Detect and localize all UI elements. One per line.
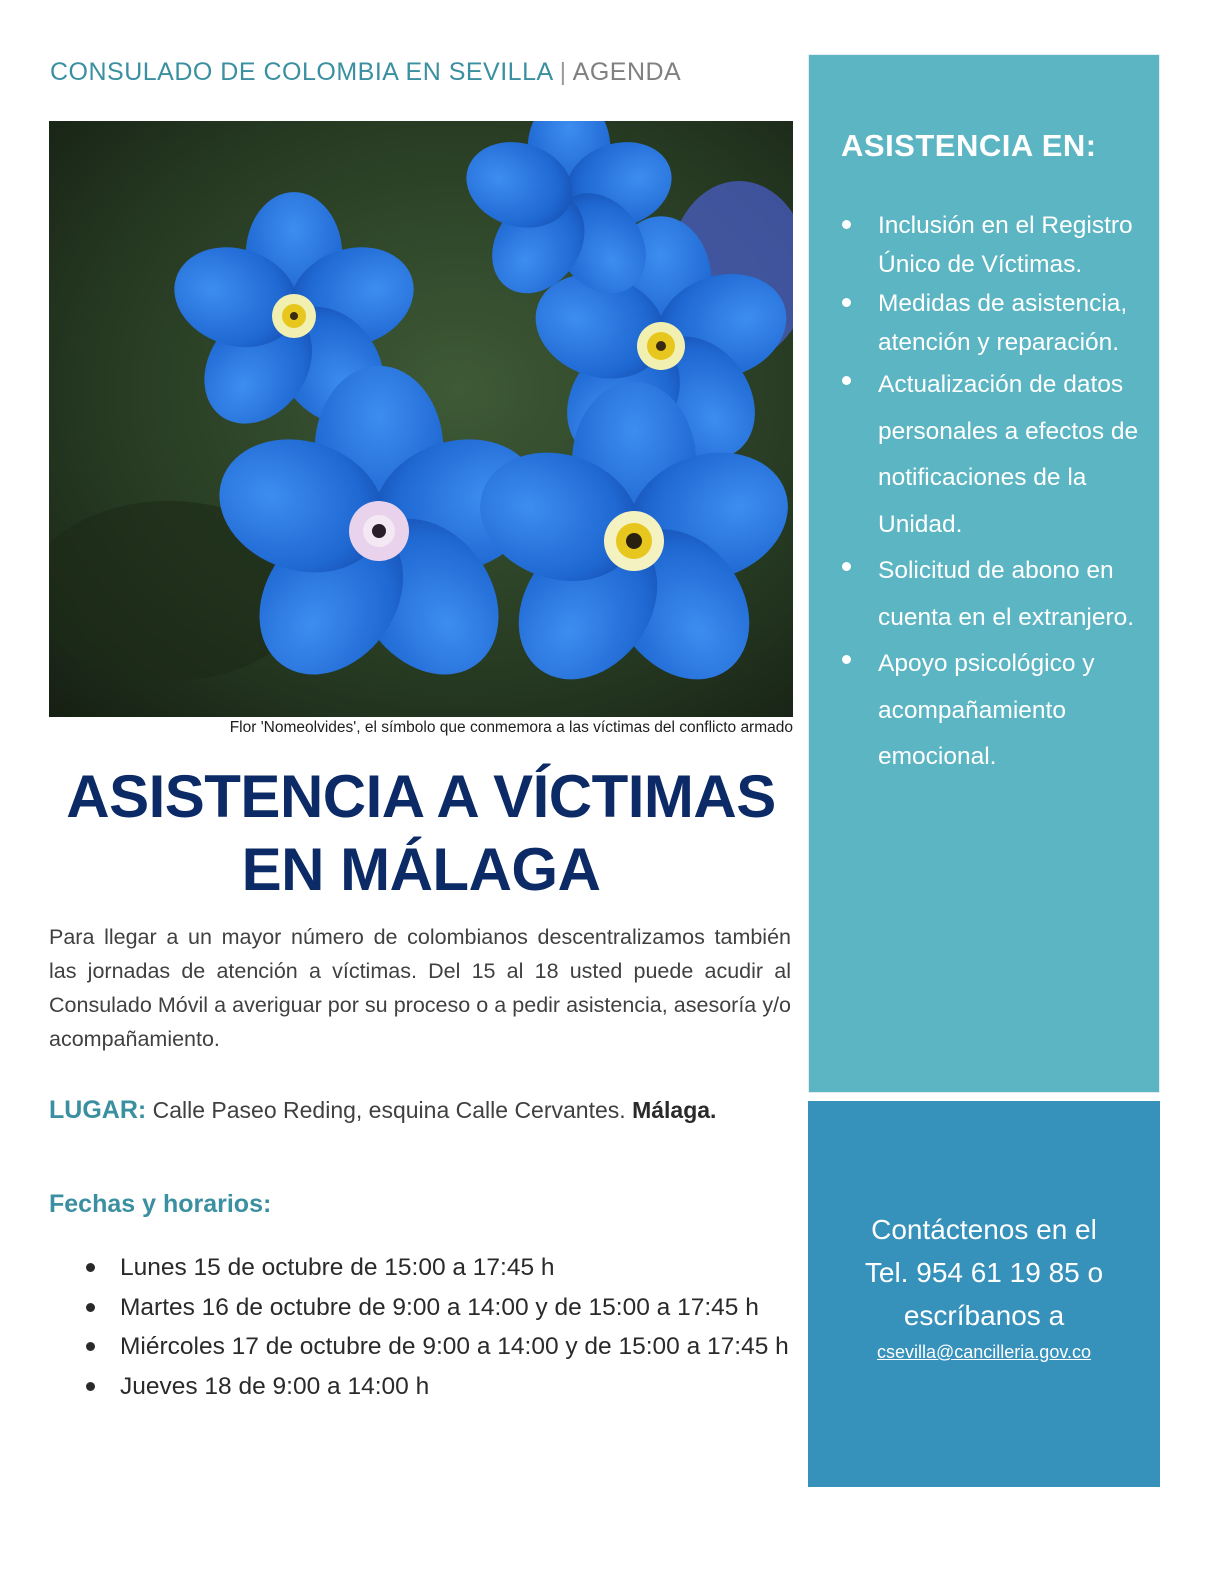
schedule-item: Miércoles 17 de octubre de 9:00 a 14:00 y de 15:00 a 17:45 h [120, 1327, 800, 1367]
schedule-item: Lunes 15 de octubre de 15:00 a 17:45 h [120, 1248, 800, 1288]
location-address: Calle Paseo Reding, esquina Calle Cervantes. [152, 1097, 626, 1123]
contact-text [808, 1208, 1160, 1337]
services-list [878, 206, 1153, 781]
schedule-list [120, 1248, 800, 1406]
photo-caption: Flor 'Nomeolvides', el símbolo que conmemora a las víctimas del conflicto armado [229, 719, 793, 736]
page-header [50, 58, 681, 87]
services-heading: ASISTENCIA EN: [841, 128, 1097, 163]
location-label: LUGAR: [49, 1096, 147, 1124]
schedule-item: Jueves 18 de 9:00 a 14:00 h [120, 1367, 800, 1407]
title-line-1: ASISTENCIA A VÍCTIMAS [66, 763, 776, 830]
service-item: Apoyo psicológico y acompañamiento emocional. [878, 641, 1153, 781]
service-item: Actualización de datos personales a efectos de notificaciones de la Unidad. [878, 362, 1153, 548]
contact-line: escríbanos a [903, 1300, 1065, 1331]
contact-line: Contáctenos en el [871, 1214, 1097, 1245]
location-block [49, 1092, 791, 1128]
contact-email-link[interactable]: csevilla@cancilleria.gov.co [876, 1342, 1092, 1362]
section-name: AGENDA [572, 58, 682, 86]
schedule-item: Martes 16 de octubre de 9:00 a 14:00 y de 15:00 a 17:45 h [120, 1288, 800, 1328]
intro-paragraph: Para llegar a un mayor número de colombianos descentralizamos también las jornadas de atención a víctimas. Del 15 al 18 usted puede acudir al Consulado Móvil a averiguar por su proceso o a pedir asistencia, asesoría y/o acompañamiento. [49, 925, 791, 1051]
service-item: Inclusión en el Registro Único de Víctimas. [878, 206, 1153, 284]
header-separator: | [559, 58, 567, 86]
contact-panel [808, 1101, 1160, 1487]
forget-me-not-photo [49, 121, 793, 717]
title-line-2: EN MÁLAGA [241, 836, 601, 903]
service-item: Solicitud de abono en cuenta en el extranjero. [878, 548, 1153, 641]
location-city: Málaga. [632, 1097, 717, 1123]
services-panel [808, 54, 1160, 1093]
page-title [49, 760, 793, 906]
contact-phone: Tel. 954 61 19 85 o [864, 1257, 1104, 1288]
service-item: Medidas de asistencia, atención y reparación. [878, 284, 1153, 362]
consulate-name: CONSULADO DE COLOMBIA EN SEVILLA [50, 58, 554, 86]
schedule-heading: Fechas y horarios: [49, 1190, 272, 1218]
